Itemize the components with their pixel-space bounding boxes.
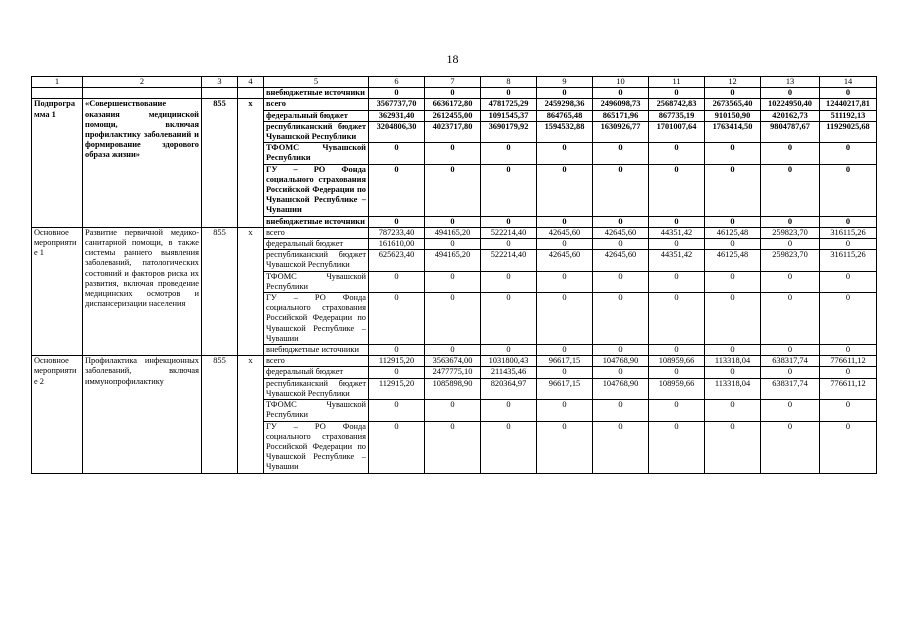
column-number: 10 <box>593 77 649 88</box>
amount-cell: 0 <box>820 271 877 292</box>
amount-cell: 96617,15 <box>537 378 593 399</box>
amount-cell: 259823,70 <box>761 227 820 238</box>
amount-cell: 0 <box>537 293 593 345</box>
program-name: Основное мероприятие 2 <box>32 356 83 473</box>
empty-cell <box>202 88 238 99</box>
grbs-code: 855 <box>202 356 238 473</box>
funding-source: республиканский бюджет Чувашской Республики <box>264 250 369 271</box>
amount-cell: 44351,42 <box>649 227 705 238</box>
amount-cell: 0 <box>705 239 761 250</box>
amount-cell: 0 <box>537 345 593 356</box>
amount-cell: 0 <box>369 421 425 473</box>
amount-cell: 0 <box>593 367 649 378</box>
program-title: Профилактика инфекционных заболеваний, включая иммунопрофилактику <box>83 356 202 473</box>
column-number: 13 <box>761 77 820 88</box>
amount-cell: 0 <box>481 216 537 227</box>
program-name: Подпрограмма 1 <box>32 99 83 227</box>
amount-cell: 6636172,80 <box>425 99 481 110</box>
table-row <box>32 99 877 110</box>
funding-source: всего <box>264 227 369 238</box>
amount-cell: 316115,26 <box>820 227 877 238</box>
amount-cell: 0 <box>537 164 593 216</box>
amount-cell: 3567737,70 <box>369 99 425 110</box>
amount-cell: 10224950,40 <box>761 99 820 110</box>
funding-source: ТФОМС Чувашской Республики <box>264 271 369 292</box>
amount-cell: 420162,73 <box>761 110 820 121</box>
amount-cell: 0 <box>593 421 649 473</box>
amount-cell: 1701007,64 <box>649 121 705 142</box>
amount-cell: 0 <box>369 367 425 378</box>
amount-cell: 0 <box>705 400 761 421</box>
amount-cell: 0 <box>649 164 705 216</box>
column-number: 11 <box>649 77 705 88</box>
amount-cell: 42645,60 <box>593 250 649 271</box>
amount-cell: 0 <box>649 239 705 250</box>
amount-cell: 4781725,29 <box>481 99 537 110</box>
column-number: 14 <box>820 77 877 88</box>
amount-cell: 0 <box>649 271 705 292</box>
amount-cell: 113318,04 <box>705 378 761 399</box>
funding-source: республиканский бюджет Чувашской Республики <box>264 378 369 399</box>
amount-cell: 0 <box>705 421 761 473</box>
amount-cell: 0 <box>537 367 593 378</box>
amount-cell: 0 <box>761 367 820 378</box>
amount-cell: 1594532,88 <box>537 121 593 142</box>
column-number: 1 <box>32 77 83 88</box>
funding-source: федеральный бюджет <box>264 239 369 250</box>
funding-source: ГУ – РО Фонда социального страхования Российской Федерации по Чувашской Республике – Чувашии <box>264 164 369 216</box>
amount-cell: 0 <box>649 88 705 99</box>
amount-cell: 864765,48 <box>537 110 593 121</box>
empty-cell <box>32 88 83 99</box>
amount-cell: 0 <box>425 421 481 473</box>
amount-cell: 0 <box>481 345 537 356</box>
funding-source: федеральный бюджет <box>264 110 369 121</box>
amount-cell: 2673565,40 <box>705 99 761 110</box>
funding-source: внебюджетные источники <box>264 88 369 99</box>
amount-cell: 0 <box>649 293 705 345</box>
column-number: 3 <box>202 77 238 88</box>
amount-cell: 0 <box>649 143 705 164</box>
table-row <box>32 227 877 238</box>
rz-code: х <box>238 356 264 473</box>
amount-cell: 4023717,80 <box>425 121 481 142</box>
amount-cell: 0 <box>425 143 481 164</box>
amount-cell: 9804787,67 <box>761 121 820 142</box>
amount-cell: 2568742,83 <box>649 99 705 110</box>
amount-cell: 0 <box>649 216 705 227</box>
amount-cell: 0 <box>481 239 537 250</box>
amount-cell: 11929025,68 <box>820 121 877 142</box>
amount-cell: 0 <box>425 293 481 345</box>
funding-source: ТФОМС Чувашской Республики <box>264 400 369 421</box>
funding-source: внебюджетные источники <box>264 345 369 356</box>
amount-cell: 0 <box>593 293 649 345</box>
amount-cell: 522214,40 <box>481 250 537 271</box>
amount-cell: 0 <box>649 345 705 356</box>
amount-cell: 0 <box>425 216 481 227</box>
funding-source: всего <box>264 356 369 367</box>
amount-cell: 494165,20 <box>425 250 481 271</box>
amount-cell: 112915,20 <box>369 356 425 367</box>
amount-cell: 1763414,50 <box>705 121 761 142</box>
amount-cell: 112915,20 <box>369 378 425 399</box>
amount-cell: 0 <box>369 271 425 292</box>
amount-cell: 44351,42 <box>649 250 705 271</box>
amount-cell: 0 <box>593 88 649 99</box>
amount-cell: 820364,97 <box>481 378 537 399</box>
amount-cell: 0 <box>369 345 425 356</box>
amount-cell: 0 <box>593 400 649 421</box>
amount-cell: 42645,60 <box>537 227 593 238</box>
program-title: Развитие первичной медико-санитарной помощи, в также системы раннего выявления заболеваний, патологических состояний и факторов риска их развития, включая проведение медицинских осмотров и диспансеризации населения <box>83 227 202 355</box>
amount-cell: 0 <box>369 216 425 227</box>
amount-cell: 316115,26 <box>820 250 877 271</box>
rz-code: х <box>238 227 264 355</box>
column-number: 12 <box>705 77 761 88</box>
amount-cell: 625623,40 <box>369 250 425 271</box>
amount-cell: 42645,60 <box>593 227 649 238</box>
amount-cell: 0 <box>761 400 820 421</box>
grbs-code: 855 <box>202 99 238 227</box>
amount-cell: 0 <box>369 293 425 345</box>
amount-cell: 0 <box>705 345 761 356</box>
amount-cell: 787233,40 <box>369 227 425 238</box>
amount-cell: 1630926,77 <box>593 121 649 142</box>
amount-cell: 0 <box>820 421 877 473</box>
funding-source: ГУ – РО Фонда социального страхования Российской Федерации по Чувашской Республике – Чувашии <box>264 293 369 345</box>
amount-cell: 0 <box>820 88 877 99</box>
amount-cell: 1031800,43 <box>481 356 537 367</box>
amount-cell: 0 <box>593 271 649 292</box>
amount-cell: 161610,00 <box>369 239 425 250</box>
amount-cell: 2612455,00 <box>425 110 481 121</box>
amount-cell: 0 <box>593 216 649 227</box>
amount-cell: 0 <box>820 293 877 345</box>
funding-source: ТФОМС Чувашской Республики <box>264 143 369 164</box>
amount-cell: 0 <box>369 143 425 164</box>
amount-cell: 0 <box>820 400 877 421</box>
column-number: 4 <box>238 77 264 88</box>
amount-cell: 0 <box>649 421 705 473</box>
amount-cell: 0 <box>761 345 820 356</box>
program-title: «Совершенствование оказания медицинской помощи, включая профилактику заболеваний и формирование здорового образа жизни» <box>83 99 202 227</box>
funding-source: республиканский бюджет Чувашской Республики <box>264 121 369 142</box>
amount-cell: 2496098,73 <box>593 99 649 110</box>
amount-cell: 776611,12 <box>820 378 877 399</box>
amount-cell: 0 <box>425 400 481 421</box>
amount-cell: 0 <box>705 164 761 216</box>
amount-cell: 362931,40 <box>369 110 425 121</box>
budget-table <box>31 76 877 474</box>
amount-cell: 0 <box>761 164 820 216</box>
amount-cell: 865171,96 <box>593 110 649 121</box>
amount-cell: 494165,20 <box>425 227 481 238</box>
amount-cell: 0 <box>537 421 593 473</box>
amount-cell: 0 <box>761 239 820 250</box>
amount-cell: 0 <box>761 88 820 99</box>
amount-cell: 0 <box>761 421 820 473</box>
amount-cell: 0 <box>425 239 481 250</box>
amount-cell: 0 <box>537 216 593 227</box>
amount-cell: 0 <box>649 367 705 378</box>
amount-cell: 910150,90 <box>705 110 761 121</box>
amount-cell: 0 <box>820 164 877 216</box>
amount-cell: 0 <box>593 164 649 216</box>
amount-cell: 0 <box>537 88 593 99</box>
table-row <box>32 356 877 367</box>
amount-cell: 3563674,00 <box>425 356 481 367</box>
amount-cell: 0 <box>761 216 820 227</box>
amount-cell: 0 <box>649 400 705 421</box>
amount-cell: 0 <box>705 88 761 99</box>
amount-cell: 0 <box>593 345 649 356</box>
amount-cell: 0 <box>481 164 537 216</box>
amount-cell: 0 <box>820 367 877 378</box>
amount-cell: 211435,46 <box>481 367 537 378</box>
amount-cell: 108959,66 <box>649 378 705 399</box>
amount-cell: 0 <box>820 345 877 356</box>
amount-cell: 511192,13 <box>820 110 877 121</box>
funding-source: всего <box>264 99 369 110</box>
amount-cell: 0 <box>369 164 425 216</box>
amount-cell: 776611,12 <box>820 356 877 367</box>
column-number: 7 <box>425 77 481 88</box>
amount-cell: 96617,15 <box>537 356 593 367</box>
amount-cell: 0 <box>593 143 649 164</box>
amount-cell: 0 <box>537 271 593 292</box>
column-number: 8 <box>481 77 537 88</box>
amount-cell: 46125,48 <box>705 250 761 271</box>
amount-cell: 0 <box>537 239 593 250</box>
column-number: 9 <box>537 77 593 88</box>
amount-cell: 0 <box>761 143 820 164</box>
table-body <box>32 77 877 474</box>
amount-cell: 3690179,92 <box>481 121 537 142</box>
amount-cell: 0 <box>425 271 481 292</box>
column-number: 6 <box>369 77 425 88</box>
amount-cell: 0 <box>481 271 537 292</box>
amount-cell: 522214,40 <box>481 227 537 238</box>
amount-cell: 0 <box>481 143 537 164</box>
amount-cell: 0 <box>705 143 761 164</box>
amount-cell: 867735,19 <box>649 110 705 121</box>
amount-cell: 0 <box>705 293 761 345</box>
amount-cell: 0 <box>425 88 481 99</box>
empty-cell <box>238 88 264 99</box>
amount-cell: 12440217,81 <box>820 99 877 110</box>
amount-cell: 0 <box>481 88 537 99</box>
amount-cell: 108959,66 <box>649 356 705 367</box>
amount-cell: 113318,04 <box>705 356 761 367</box>
funding-source: федеральный бюджет <box>264 367 369 378</box>
amount-cell: 0 <box>369 88 425 99</box>
amount-cell: 0 <box>705 216 761 227</box>
table-row <box>32 88 877 99</box>
amount-cell: 104768,90 <box>593 356 649 367</box>
amount-cell: 0 <box>705 367 761 378</box>
amount-cell: 104768,90 <box>593 378 649 399</box>
amount-cell: 0 <box>537 400 593 421</box>
amount-cell: 46125,48 <box>705 227 761 238</box>
funding-source: внебюджетные источники <box>264 216 369 227</box>
column-number-row <box>32 77 877 88</box>
amount-cell: 0 <box>481 421 537 473</box>
amount-cell: 638317,74 <box>761 378 820 399</box>
column-number: 5 <box>264 77 369 88</box>
amount-cell: 0 <box>761 293 820 345</box>
amount-cell: 0 <box>481 400 537 421</box>
amount-cell: 2477775,10 <box>425 367 481 378</box>
program-name: Основное мероприятие 1 <box>32 227 83 355</box>
funding-source: ГУ – РО Фонда социального страхования Российской Федерации по Чувашской Республике – Чувашии <box>264 421 369 473</box>
amount-cell: 0 <box>425 345 481 356</box>
amount-cell: 1085898,90 <box>425 378 481 399</box>
empty-cell <box>83 88 202 99</box>
amount-cell: 0 <box>481 293 537 345</box>
amount-cell: 0 <box>593 239 649 250</box>
amount-cell: 3204806,30 <box>369 121 425 142</box>
amount-cell: 0 <box>537 143 593 164</box>
amount-cell: 0 <box>369 400 425 421</box>
amount-cell: 0 <box>820 216 877 227</box>
page-number: 18 <box>446 52 459 66</box>
amount-cell: 0 <box>761 271 820 292</box>
amount-cell: 638317,74 <box>761 356 820 367</box>
amount-cell: 1091545,37 <box>481 110 537 121</box>
column-number: 2 <box>83 77 202 88</box>
rz-code: х <box>238 99 264 227</box>
amount-cell: 0 <box>820 239 877 250</box>
amount-cell: 2459298,36 <box>537 99 593 110</box>
grbs-code: 855 <box>202 227 238 355</box>
amount-cell: 42645,60 <box>537 250 593 271</box>
amount-cell: 0 <box>425 164 481 216</box>
amount-cell: 259823,70 <box>761 250 820 271</box>
amount-cell: 0 <box>705 271 761 292</box>
amount-cell: 0 <box>820 143 877 164</box>
